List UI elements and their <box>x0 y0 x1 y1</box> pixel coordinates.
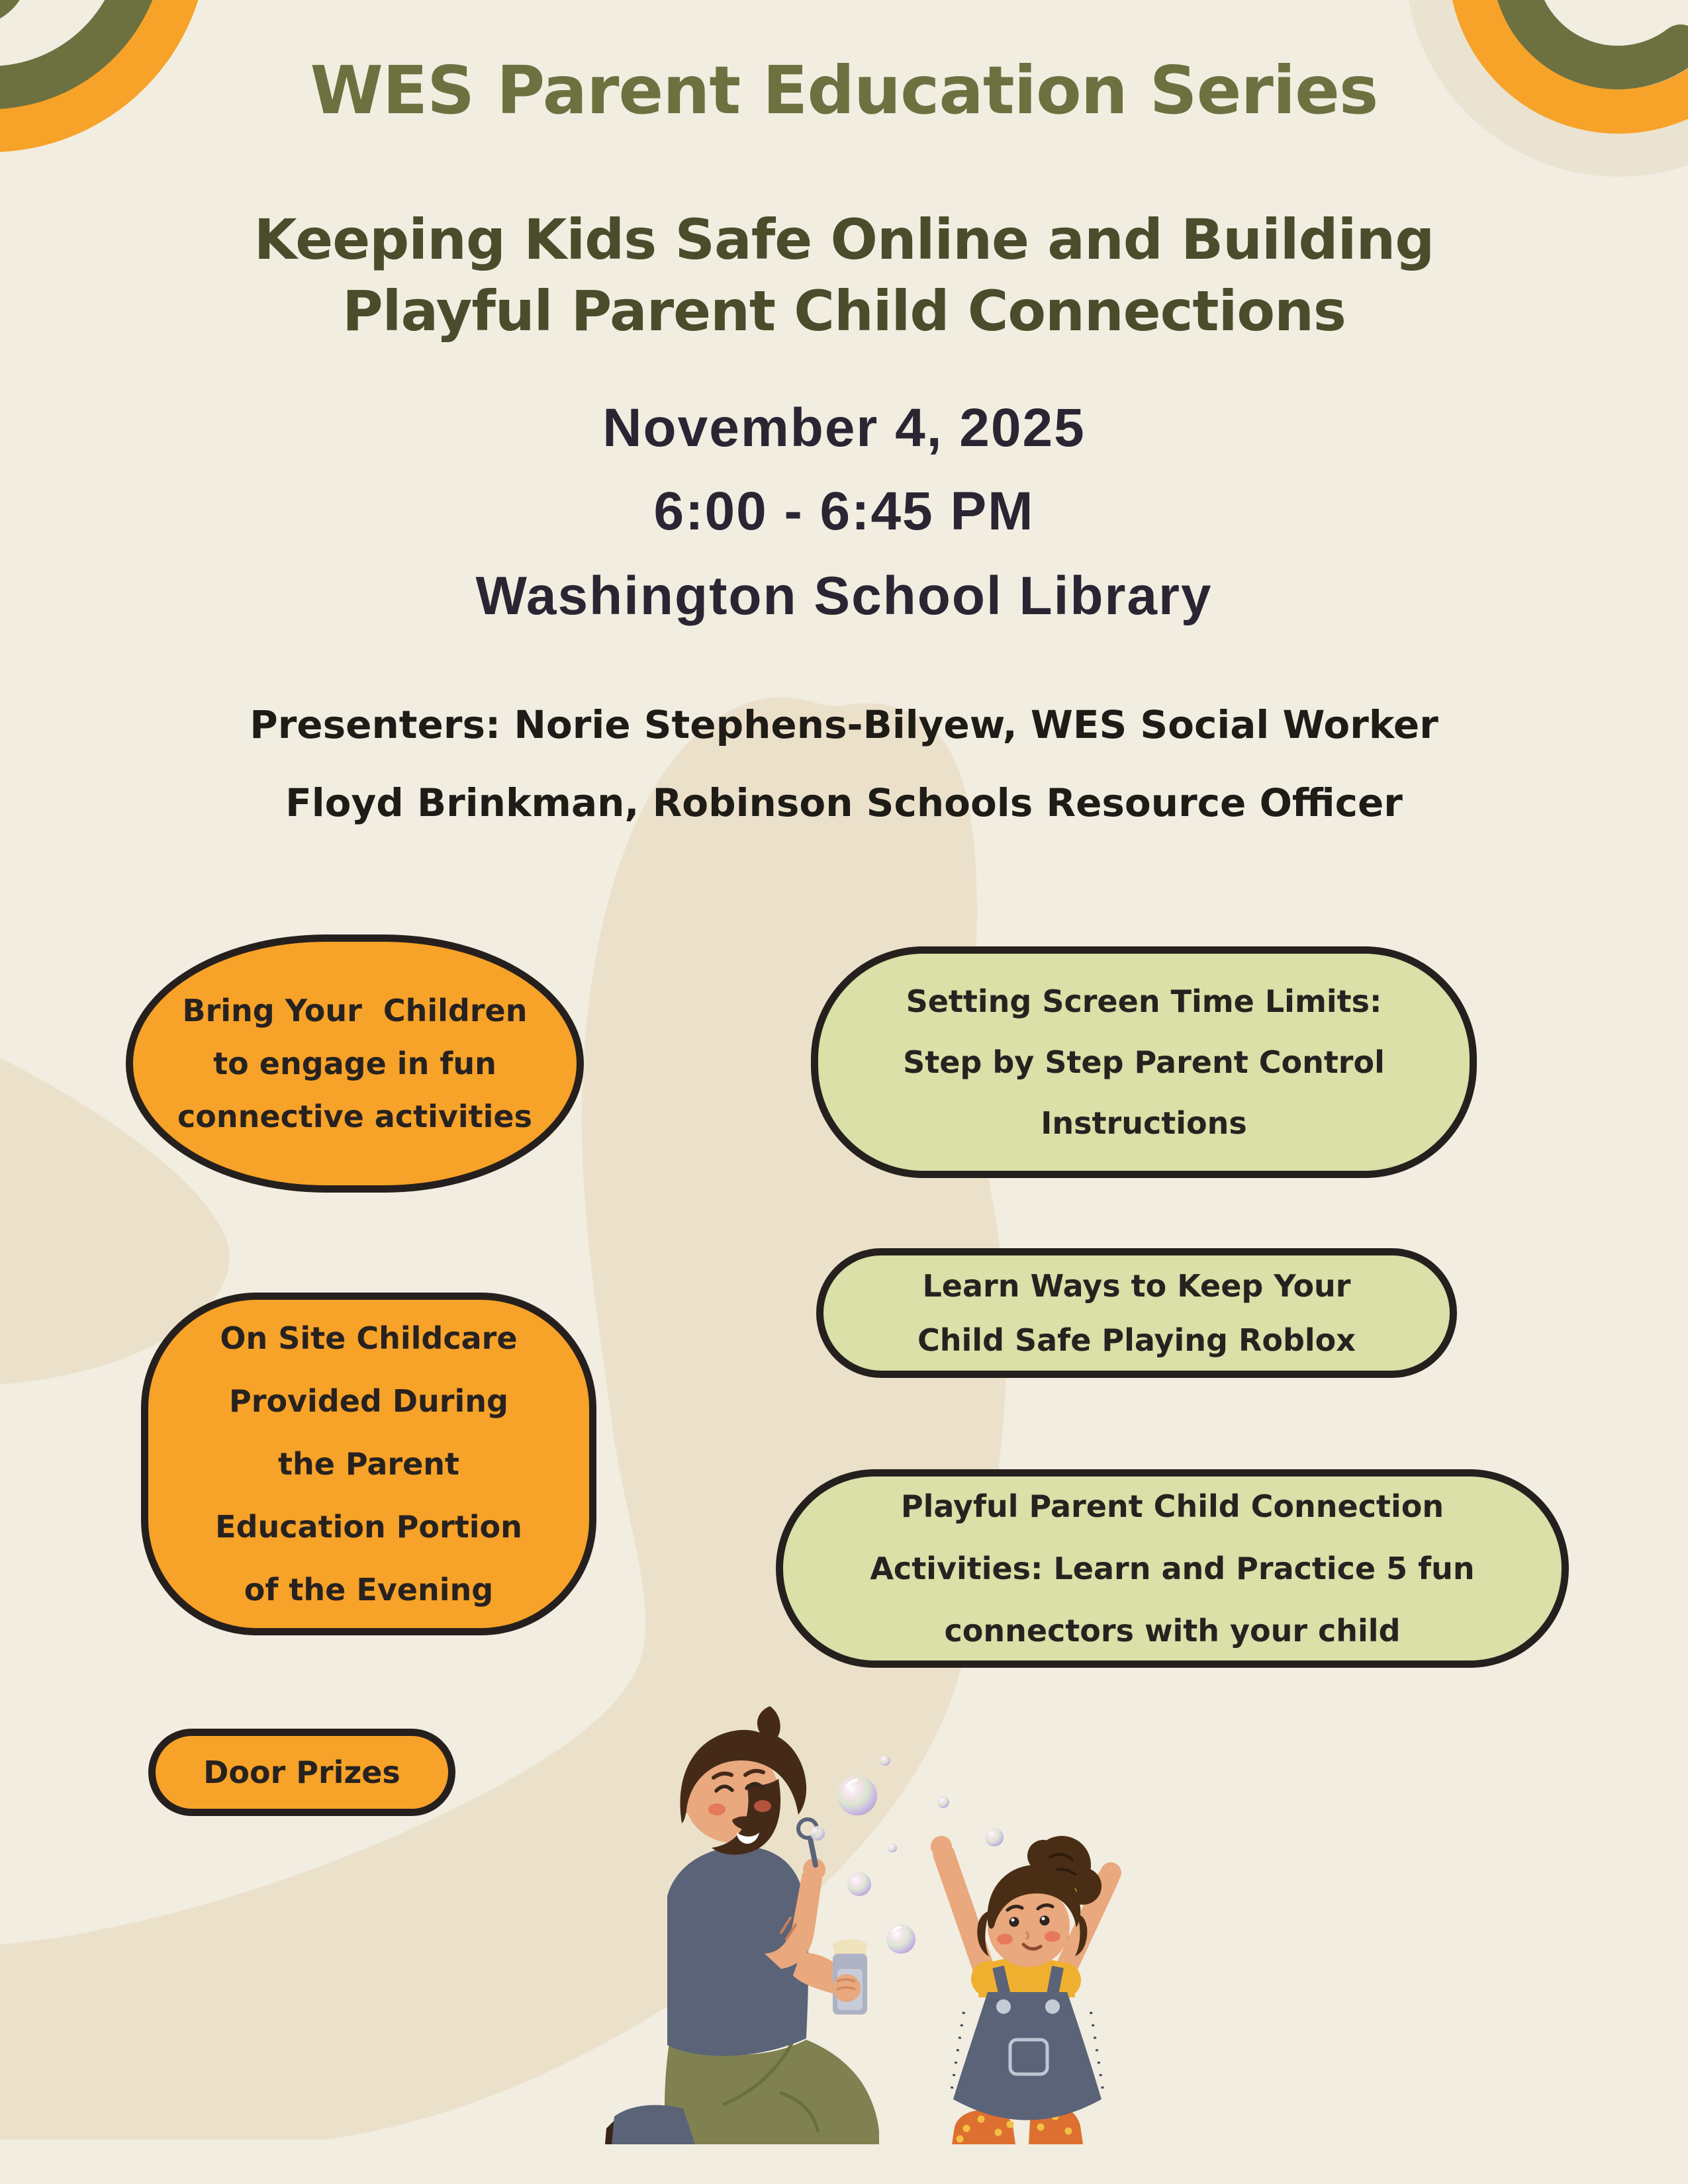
bubble-childcare <box>141 1293 596 1635</box>
bubble-screen-time-line2: Step by Step Parent Control <box>903 1044 1385 1080</box>
series-title: WES Parent Education Series <box>310 52 1378 129</box>
bubble-connection-activities-line1: Playful Parent Child Connection <box>900 1488 1444 1524</box>
event-time: 6:00 - 6:45 PM <box>653 481 1035 541</box>
bubble-bring-children-line3: connective activities <box>177 1099 532 1134</box>
bubble-childcare-line3: the Parent <box>277 1445 460 1482</box>
bubble-door-prizes <box>148 1729 455 1816</box>
presenters-line1: Presenters: Norie Stephens-Bilyew, WES Social Worker <box>250 702 1438 747</box>
bubble-bring-children-line1: Bring Your Children <box>182 993 528 1028</box>
event-date: November 4, 2025 <box>602 398 1086 458</box>
event-location: Washington School Library <box>475 566 1213 626</box>
presenters <box>0 686 1688 842</box>
father-figure <box>605 1706 879 2144</box>
session-title-line1: Keeping Kids Safe Online and Building <box>254 207 1434 272</box>
illustration-father-daughter-bubbles <box>583 1668 1145 2144</box>
daughter-figure <box>931 1836 1121 2144</box>
bubble-bring-children-line2: to engage in fun <box>213 1046 496 1081</box>
session-title-line2: Playful Parent Child Connections <box>342 279 1346 343</box>
bubble-screen-time-line1: Setting Screen Time Limits: <box>906 983 1382 1019</box>
bubble-connection-activities-line3: connectors with your child <box>944 1613 1401 1649</box>
bubble-childcare-line2: Provided During <box>229 1383 508 1419</box>
bubble-roblox-line1: Learn Ways to Keep Your <box>922 1268 1351 1304</box>
bubble-roblox-line2: Child Safe Playing Roblox <box>917 1322 1356 1358</box>
presenters-line2: Floyd Brinkman, Robinson Schools Resource Officer <box>285 780 1403 825</box>
bubble-door-prizes-label: Door Prizes <box>203 1754 400 1790</box>
bubble-bring-children <box>126 934 584 1193</box>
bubble-roblox <box>816 1248 1457 1378</box>
session-title <box>0 204 1688 347</box>
bubble-childcare-line4: Education Portion <box>215 1508 522 1545</box>
bubble-connection-activities-line2: Activities: Learn and Practice 5 fun <box>870 1551 1475 1586</box>
bubble-childcare-line5: of the Evening <box>244 1571 494 1608</box>
bubble-childcare-line1: On Site Childcare <box>220 1320 518 1356</box>
bubble-screen-time <box>811 946 1477 1178</box>
bubble-connection-activities <box>776 1469 1569 1668</box>
bubble-screen-time-line3: Instructions <box>1041 1105 1247 1141</box>
